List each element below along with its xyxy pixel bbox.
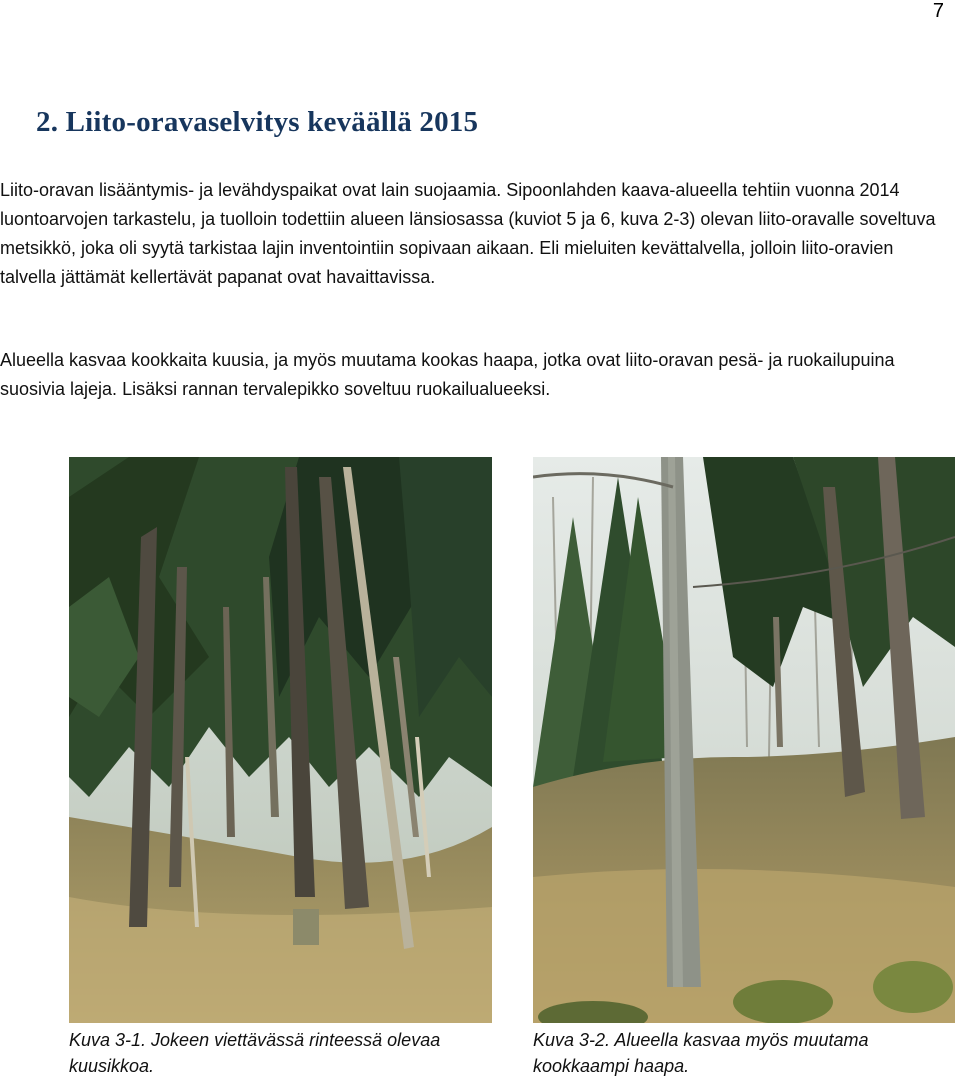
body-paragraph-2: Alueella kasvaa kookkaita kuusia, ja myös muutama kookas haapa, jotka ovat liito-oravan pesä- ja ruokailupuina suosivia lajeja. Lisäksi rannan tervalepikko soveltuu ruokailualueeksi. bbox=[0, 350, 895, 399]
figure-caption-1: Kuva 3-1. Jokeen viettävässä rinteessä olevaa kuusikkoa. bbox=[69, 1030, 441, 1076]
page-number: 7 bbox=[932, 0, 944, 22]
figure-caption-2: Kuva 3-2. Alueella kasvaa myös muutama kookkaampi haapa. bbox=[533, 1030, 869, 1076]
forest-photo-spruce-slope bbox=[69, 457, 492, 1023]
body-paragraph-1: Liito-oravan lisääntymis- ja levähdyspaikat ovat lain suojaamia. Sipoonlahden kaava-alueella tehtiin vuonna 2014 luontoarvojen tarkastelu, ja tuolloin todettiin alueen länsiosassa (kuviot 5 ja 6, kuva 2-3) olevan liito-oravalle soveltuva metsikkö, joka oli syytä tarkistaa lajin inventointiin sopivaan aikaan. Eli mieluiten kevättalvella, jolloin liito-oravien talvella jättämät kellertävät papanat ovat havaittavissa. bbox=[0, 180, 936, 287]
section-heading: 2. Liito-oravaselvitys keväällä 2015 bbox=[36, 106, 479, 138]
forest-photo-aspen bbox=[533, 457, 955, 1023]
